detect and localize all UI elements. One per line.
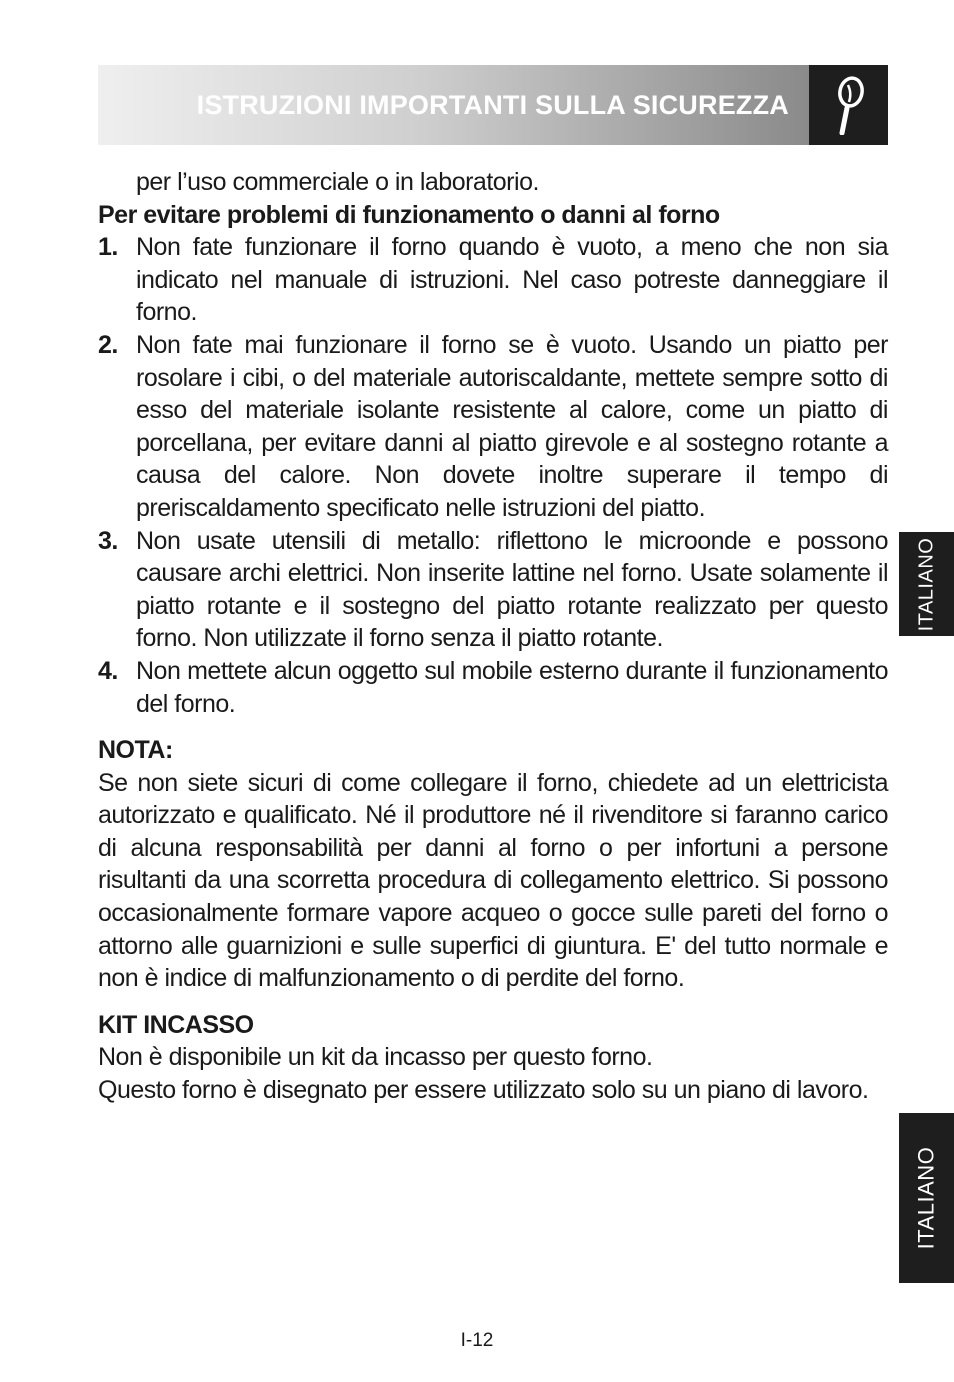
- item-number: 4.: [98, 656, 118, 685]
- page-number: I-12: [460, 1330, 494, 1351]
- language-tab-top: [899, 532, 954, 636]
- header-bar: [98, 65, 809, 145]
- main-content: [98, 166, 888, 1107]
- item-text: Non mettete alcun oggetto sul mobile esterno durante il funzionamento del forno.: [136, 656, 888, 718]
- instruction-list: [98, 231, 888, 720]
- nota-heading: NOTA:: [98, 736, 173, 765]
- continuation-text: per l’uso commerciale o in laboratorio.: [136, 168, 539, 196]
- info-icon: [809, 65, 888, 145]
- item-number: 3.: [98, 526, 118, 555]
- language-tab-label: ITALIANO: [913, 1146, 939, 1250]
- kit-heading: KIT INCASSO: [98, 1010, 254, 1039]
- section-subtitle: Per evitare problemi di funzionamento o danni al forno: [98, 200, 720, 229]
- list-item: [98, 525, 888, 655]
- list-item: [98, 329, 888, 525]
- header-title: ISTRUZIONI IMPORTANTI SULLA SICUREZZA: [196, 89, 789, 120]
- item-text: Non fate funzionare il forno quando è vuoto, a meno che non sia indicato nel manuale di istruzioni. Nel caso potreste danneggiare il forno.: [136, 233, 888, 327]
- kit-line-2: Questo forno è disegnato per essere utilizzato solo su un piano di lavoro.: [98, 1076, 869, 1105]
- kit-line-1: Non è disponibile un kit da incasso per questo forno.: [98, 1043, 653, 1072]
- nota-paragraph: Se non siete sicuri di come collegare il forno, chiedete ad un elettricista autorizzato e qualificato. Né il produttore né il rivenditore si faranno carico di alcuna responsabilità per danni al forno o per infortuni a persone risultanti da una scorretta procedura di collegamento elettrico. Si possono occasionalmente formare vapore acqueo o gocce sulle pareti del forno o attorno alle guarnizioni e sulle superfici di giuntura. E' del tutto normale e non è indice di malfunzionamento o di perdite del forno.: [98, 768, 888, 993]
- language-tab-bottom: [899, 1113, 954, 1283]
- section-header: [98, 65, 888, 145]
- item-text: Non usate utensili di metallo: riflettono le microonde e possono causare archi elettrici. Non inserite lattine nel forno. Usate solamente il piatto rotante e il sostegno del piatto rotante realizzato per questo forno. Non utilizzate il forno senza il piatto rotante.: [136, 526, 888, 653]
- list-item: [98, 231, 888, 329]
- item-number: 1.: [98, 233, 118, 262]
- language-tab-label: ITALIANO: [915, 537, 937, 631]
- list-item: [98, 655, 888, 720]
- item-number: 2.: [98, 330, 118, 359]
- item-text: Non fate mai funzionare il forno se è vuoto. Usando un piatto per rosolare i cibi, o del materiale autoriscaldante, mettete sempre sotto di esso del materiale isolante resistente al calore, come un piatto di porcellana, per evitare danni al piatto girevole e al sostegno rotante a causa del calore. Non dovete inoltre superare il tempo di preriscaldamento specificato nelle istruzioni del piatto.: [136, 330, 888, 522]
